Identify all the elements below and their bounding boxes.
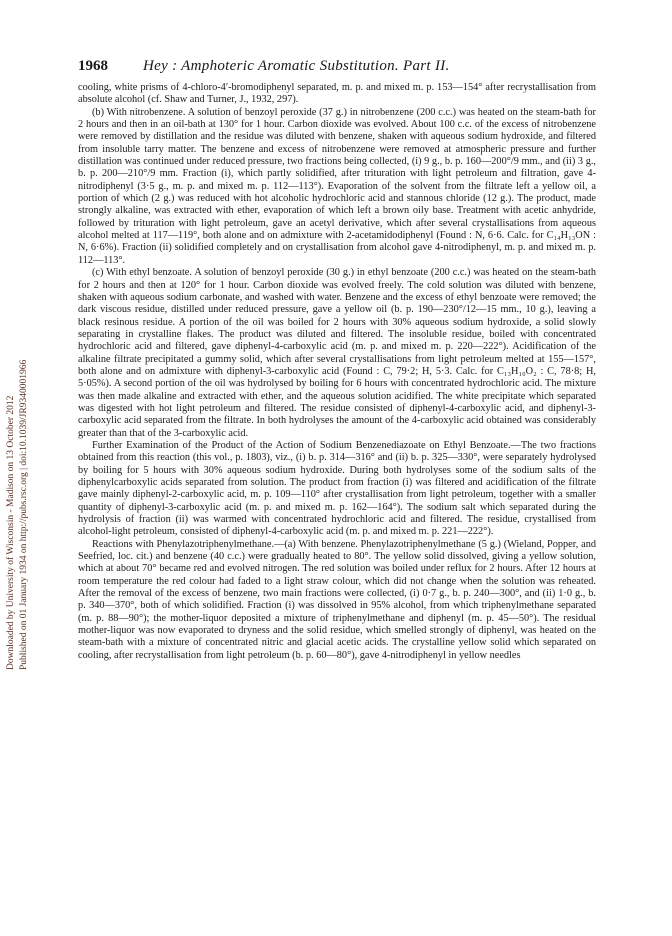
download-notice: Downloaded by University of Wisconsin - Madison on 13 October 2012 (6, 395, 16, 670)
paragraph-nitrobenzene: (b) With nitrobenzene. A solution of benzoyl peroxide (37 g.) in nitrobenzene (200 c.c.) was heated on the steam-bath for 2 hours and then in an oil-bath at 130° for 1 hour. Carbon dioxide was evolved. About 100 c.c. of the excess of nitrobenzene were removed by distillation and the residue was diluted with benzene, shaken with aqueous sodium hydroxide, and filtered from insoluble tarry matter. The benzene and excess of nitrobenzene were removed at atmospheric pressure and further distillation was continued under reduced pressure, two fractions being collected, (i) 9 g., b. p. 160—200°/9 mm., and (ii) 3 g., b. p. 200—210°/9 mm. Fraction (i), which partly solidified, after trituration with light petroleum and filtration, gave 4-nitrodiphenyl (3·5 g., m. p. and mixed m. p. 112—113°). Evaporation of the solvent from the filtrate left a yellow oil, a portion of which (2 g.) was reduced with hot alcoholic hydrochloric acid and stannous chloride (12 g.). The product, made strongly alkaline, was extracted with ether, evaporation of which left a brown oily base. Treatment with acetic anhydride, followed by trituration with light petroleum, gave an acetyl derivative, which after several crystallisations from aqueous alcohol melted at 117—119°, both alone and on admixture with 2-acetamidodiphenyl (Found : N, 6·6. Calc. for C₁₄H₁₃ON : N, 6·6%). Fraction (ii) solidified completely and on crystallisation from alcohol gave 4-nitrodiphenyl, m. p. and mixed m. p. 112—113°. (78, 106, 596, 266)
article-body (78, 82, 596, 662)
page-number: 1968 (78, 58, 108, 74)
paragraph-continuation: cooling, white prisms of 4-chloro-4′-bromodiphenyl separated, m. p. and mixed m. p. 153—154° after recrystallisation from absolute alcohol (cf. Shaw and Turner, J., 1932, 297). (78, 82, 596, 106)
page-header (78, 58, 596, 80)
paragraph-ethyl-benzoate: (c) With ethyl benzoate. A solution of benzoyl peroxide (30 g.) in ethyl benzoate (200 c.c.) was heated on the steam-bath for 2 hours and then at 120° for 1 hour. Carbon dioxide was evolved freely. The cold solution was diluted with benzene, shaken with aqueous sodium carbonate, and washed with water. Benzene and the excess of ethyl benzoate were removed; the dark viscous residue, distilled under reduced pressure, gave a yellow oil (b. p. 190—230°/12—15 mm., 10 g.), leaving a black resinous residue. A portion of the oil was boiled for 2 hours with 30% aqueous sodium hydroxide, a solid slowly separating in crystalline flakes. The product was diluted and filtered. The insoluble residue, boiled with concentrated hydrochloric acid and filtered, gave diphenyl-4-carboxylic acid (m. p. and mixed m. p. 220—222°). Acidification of the alkaline filtrate precipitated a gummy solid, which after several crystallisations from light petroleum melted at 155—157°, both alone and on admixture with diphenyl-3-carboxylic acid (Found : C, 79·2; H, 5·3. Calc. for C₁₃H₁₀O₂ : C, 78·8; H, 5·05%). A second portion of the oil was hydrolysed by boiling for 6 hours with concentrated hydrochloric acid. The mixture was then made alkaline and extracted with ether, and the aqueous solution acidified. The white precipitate which separated was digested with hot light petroleum and filtered. The residue consisted of diphenyl-4-carboxylic acid, and diphenyl-3-carboxylic acid separated from the filtrate. In both hydrolyses the amount of the 4-carboxylic acid obtained was considerably greater than that of the 3-carboxylic acid. (78, 267, 596, 439)
doi-notice: Published on 01 January 1934 on http://pubs.rsc.org | doi:10.1039/JR9340001966 (19, 359, 29, 670)
running-title: Hey : Amphoteric Aromatic Substitution. Part II. (143, 58, 450, 74)
download-watermark (0, 150, 40, 670)
paragraph-further-examination: Further Examination of the Product of the Action of Sodium Benzenediazoate on Ethyl Benzoate.—The two fractions obtained from this reaction (this vol., p. 1803), viz., (i) b. p. 314—316° and (ii) b. p. 325—330°, were separately hydrolysed by boiling for 5 hours with 30% aqueous sodium hydroxide. During both hydrolyses some of the sodium salts of the diphenylcarboxylic acids separated from solution. The product from fraction (i) was filtered and acidification of the filtrate gave mainly diphenyl-2-carboxylic acid, m. p. 109—110° after crystallisation from light petroleum, together with a smaller quantity of diphenyl-3-carboxylic acid (m. p. and mixed m. p. 162—164°). The sodium salt which separated during the hydrolysis of fraction (ii) was warmed with concentrated hydrochloric acid and filtered. The residue, crystallised from alcohol-light petroleum, consisted of diphenyl-4-carboxylic acid (m. p. and mixed m. p. 221—222°). (78, 439, 596, 538)
paragraph-phenylazotriphenylmethane: Reactions with Phenylazotriphenylmethane.—(a) With benzene. Phenylazotriphenylmethane (5 g.) (Wieland, Popper, and Seefried, loc. cit.) and benzene (40 c.c.) were gradually heated to 80°. The yellow solid dissolved, giving a yellow solution, which at about 70° became red and evolved nitrogen. The red solution was boiled under reflux for 2 hours. After 12 hours at room temperature the red colour had faded to a light straw colour, which did not change when the solution was reheated. After the removal of the excess of benzene, two main fractions were collected, (i) 0·7 g., b. p. 240—300°, and (ii) 1·0 g., b. p. 340—370°, both of which solidified. Fraction (i) was dissolved in 95% alcohol, from which triphenylmethane separated (m. p. 88—90°); the mother-liquor deposited a mixture of triphenylmethane and diphenyl (m. p. 45—50°). The residual mother-liquor was now evaporated to dryness and the solid residue, which smelled strongly of diphenyl, was heated on the steam-bath with a mixture of concentrated nitric and glacial acetic acids. The crystalline yellow solid which separated on cooling, after recrystallisation from light petroleum (b. p. 60—80°), gave 4-nitrodiphenyl in yellow needles (78, 538, 596, 661)
